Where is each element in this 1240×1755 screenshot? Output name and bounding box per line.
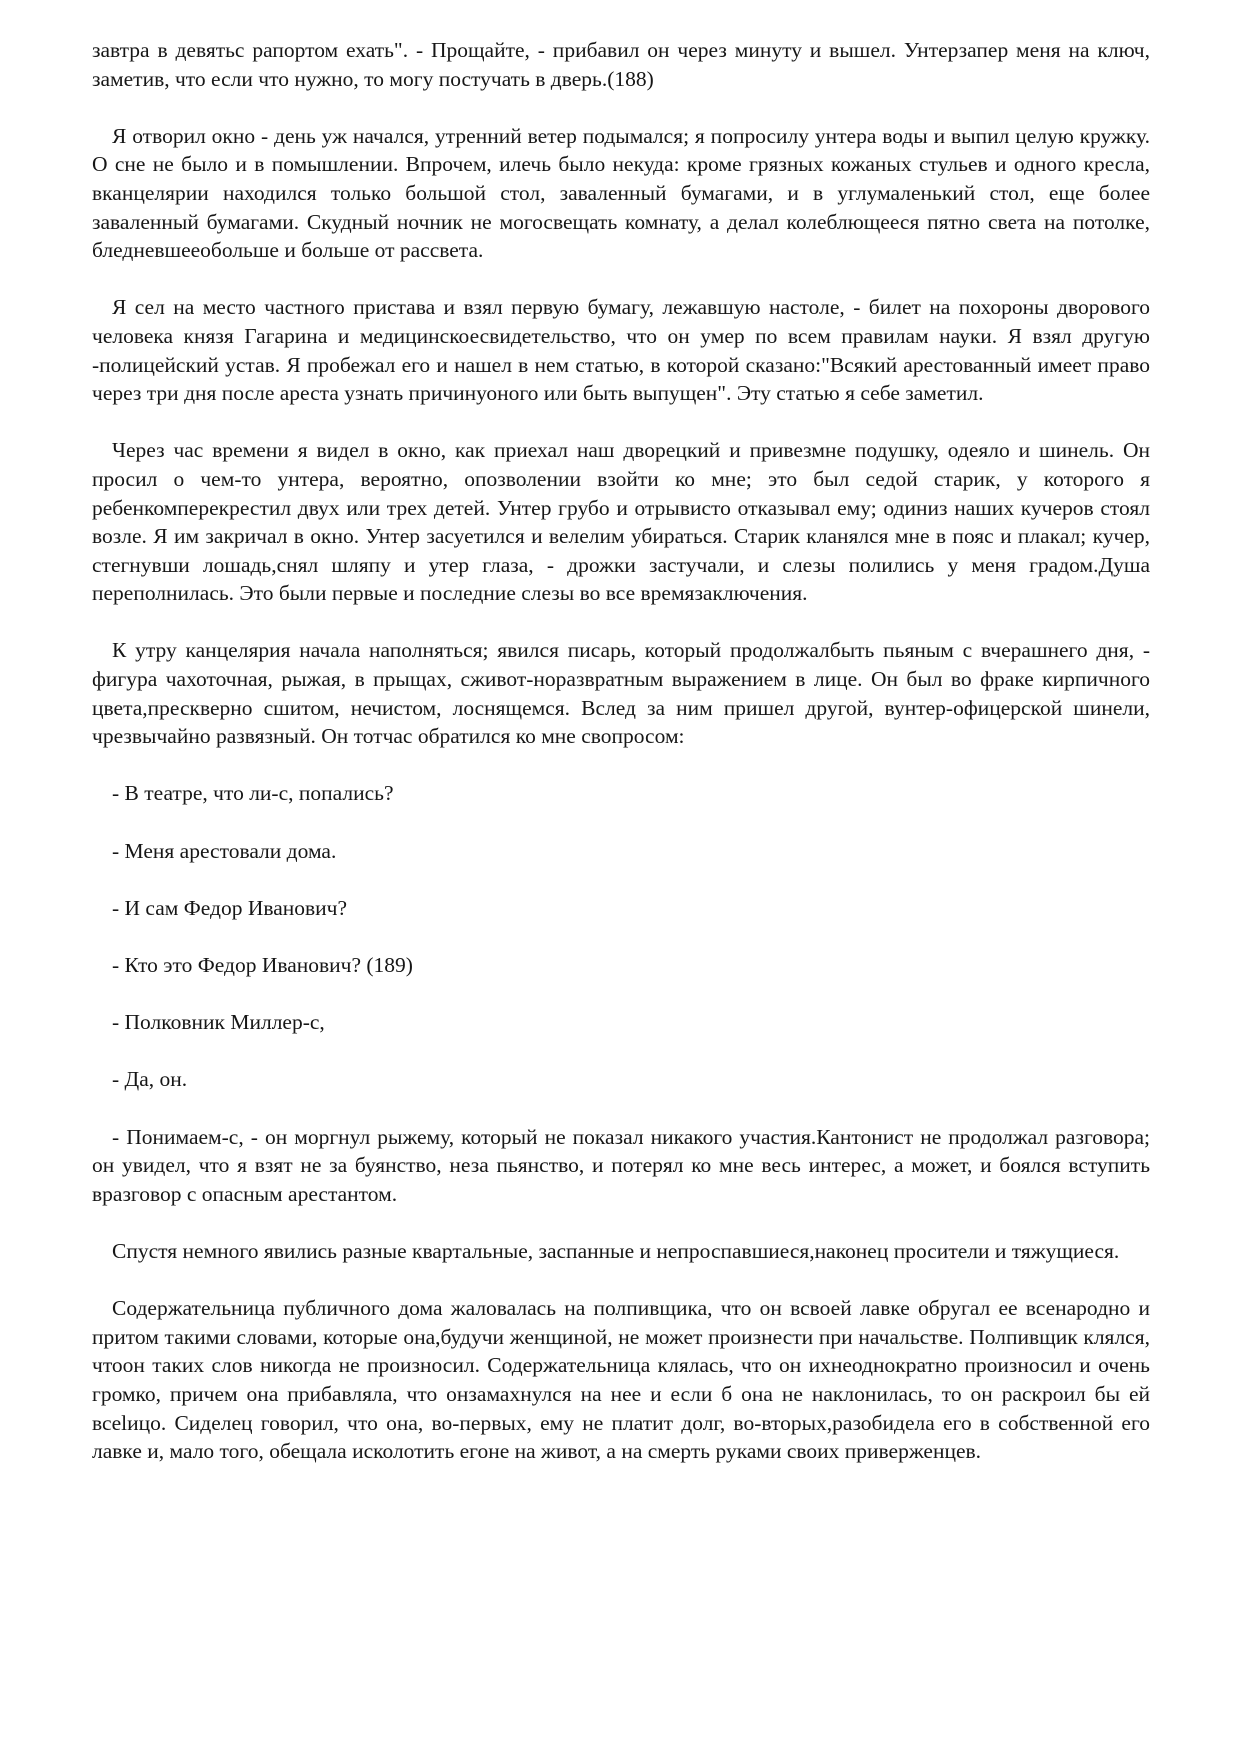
document-page (92, 36, 1150, 1466)
paragraph-6: - Понимаем-с, - он моргнул рыжему, который не показал никакого участия.Кантонист не продолжал разговора; он увидел, что я взят не за буянство, неза пьянство, и потерял ко мне весь интерес, а может, и боялся вступить вразговор с опасным арестантом. (92, 1124, 1150, 1206)
paragraph-2: Я отворил окно - день уж начался, утренний ветер подымался; я попросилу унтера воды и выпил целую кружку. О сне не было и в помышлении. Впрочем, илечь было некуда: кроме грязных кожаных стульев и одного кресла, вканцелярии находился только большой стол, заваленный бумагами, и в углумаленький стол, еще более заваленный бумагами. Скудный ночник не могосвещать комнату, а делал колеблющееся пятно света на потолке, бледневшееобольше и больше от рассвета. (92, 123, 1150, 263)
dialogue-line-5: - Полковник Миллер-с, (112, 1010, 325, 1035)
paragraph-7: Спустя немного явились разные квартальные, заспанные и непроспавшиеся,наконец просители и тяжущиеся. (112, 1238, 1120, 1263)
paragraph-3: Я сел на место частного пристава и взял первую бумагу, лежавшую настоле, - билет на похороны дворового человека князя Гагарина и медицинскоесвидетельство, что он умер по всем правилам науки. Я взял другую -полицейский устав. Я пробежал его и нашел в нем статью, в которой сказано:"Всякий арестованный имеет право через три дня после ареста узнать причинуоного или быть выпущен". Эту статью я себе заметил. (92, 295, 1150, 406)
dialogue-line-1: - В театре, что ли-с, попались? (112, 781, 394, 806)
paragraph-5: К утру канцелярия начала наполняться; явился писарь, который продолжалбыть пьяным с вчерашнего дня, - фигура чахоточная, рыжая, в прыщах, сживот-норазвратным выражением в лице. Он был во фраке кирпичного цвета,прескверно сшитом, нечистом, лоснящемся. Вслед за ним пришел другой, вунтер-офицерской шинели, чрезвычайно развязный. Он тотчас обратился ко мне свопросом: (92, 638, 1150, 749)
paragraph-8: Содержательница публичного дома жаловалась на полпивщика, что он всвоей лавке обругал ее всенародно и притом такими словами, которые она,будучи женщиной, не может произнести при начальстве. Полпивщик клялся, чтоон таких слов никогда не произносил. Содержательница клялась, что он ихнеоднократно произносил и очень громко, причем она прибавляла, что онзамахнулся на нее и если б она не наклонилась, то он раскроил бы ей всelицо. Сиделец говорил, что она, во-первых, ему не платит долг, во-вторых,разобидела его в собственной его лавке и, мало того, обещала исколотить егоне на живот, а на смерть руками своих приверженцев. (92, 1296, 1150, 1464)
paragraph-4: Через час времени я видел в окно, как приехал наш дворецкий и привезмне подушку, одеяло и шинель. Он просил о чем-то унтера, вероятно, опозволении взойти ко мне; это был седой старик, у которого я ребенкомперекрестил двух или трех детей. Унтер грубо и отрывисто отказывал ему; одиниз наших кучеров стоял возле. Я им закричал в окно. Унтер засуетился и велелим убираться. Старик кланялся мне в пояс и плакал; кучер, стегнувши лошадь,снял шляпу и утер глаза, - дрожки застучали, и слезы полились у меня градом.Душа переполнилась. Это были первые и последние слезы во все времязаключения. (92, 438, 1150, 606)
paragraph-1: завтра в девятьс рапортом ехать". - Прощайте, - прибавил он через минуту и вышел. Унтерзапер меня на ключ, заметив, что если что нужно, то могу постучать в дверь.(188) (92, 38, 1150, 91)
dialogue-line-6: - Да, он. (112, 1067, 188, 1092)
dialogue-line-2: - Меня арестовали дома. (112, 838, 337, 863)
dialogue-line-3: - И сам Федор Иванович? (112, 895, 348, 920)
dialogue-line-4: - Кто это Федор Иванович? (189) (112, 953, 413, 977)
